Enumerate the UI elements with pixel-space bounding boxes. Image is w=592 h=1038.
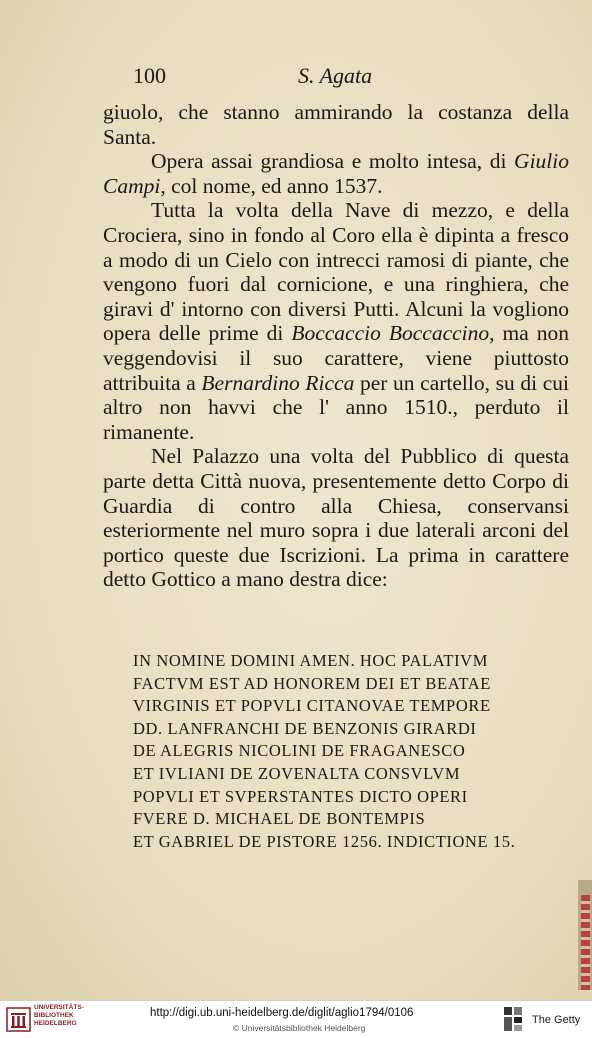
inscription-line: ET IVLIANI DE ZOVENALTA CONSVLVM [133, 763, 461, 783]
inscription-line: DD. LANFRANCHI DE BENZONIS GIRARDI [133, 718, 477, 738]
running-title: S. Agata [298, 63, 373, 88]
inscription-line: FACTVM EST AD HONOREM DEI ET BEATAE [133, 673, 491, 693]
paragraph-2-text-a: Opera assai grandiosa e molto intesa, di [151, 149, 515, 174]
paragraph-2 [103, 149, 569, 198]
getty-name: The Getty [532, 1014, 581, 1026]
inscription-line: FVERE D. MICHAEL DE BONTEMPIS [133, 809, 426, 829]
artist-name-giulio-campi: Giulio Campi [103, 149, 569, 198]
ub-heidelberg-logo-icon [6, 1007, 31, 1032]
library-name-line: HEIDELBERG [34, 1020, 77, 1027]
library-name-line: UNIVERSITÄTS- [34, 1004, 84, 1011]
paragraph-3-text-a: Tutta la volta della Nave di mezzo, e della Crociera, sino in fondo al Coro ella è dipinta a fresco a modo di un Cielo con intrecci ramosi di piante, che vengono fuori dal cornicione, e una ringhiera, che giravi d' intorno con diversi Putti. Alcuni la vogliono opera delle prime di [103, 198, 569, 346]
copyright-notice: © Universitätsbibliothek Heidelberg [233, 1023, 366, 1033]
getty-logo-icon [503, 1006, 523, 1032]
permalink-url[interactable]: http://digi.ub.uni-heidelberg.de/diglit/aglio1794/0106 [150, 1007, 414, 1019]
inscription-line: DE ALEGRIS NICOLINI DE FRAGANESCO [133, 741, 466, 761]
artist-name-ricca: Bernardino Ricca [201, 370, 355, 395]
paragraph-3-text-c: per un cartello, su di cui altro non havvi che l' anno 1510., perduto il rimanente. [103, 370, 569, 444]
inscription-line: ET GABRIEL DE PISTORE 1256. INDICTIONE 15. [133, 831, 516, 851]
body-text [103, 100, 569, 592]
page-number: 100 [133, 63, 166, 88]
paragraph-1: giuolo, che stanno ammirando la costanza della Santa. [103, 100, 569, 149]
page-edge-marking [581, 895, 590, 990]
paragraph-3 [103, 198, 569, 444]
paragraph-2-text-b: , col nome, ed anno 1537. [160, 173, 383, 198]
inscription-line: VIRGINIS ET POPVLI CITANOVAE TEMPORE [133, 696, 491, 716]
artist-name-boccaccino: Boccaccio Boccaccino [291, 321, 490, 346]
inscription-line: POPVLI ET SVPERSTANTES DICTO OPERI [133, 786, 468, 806]
inscription [133, 650, 573, 853]
running-head [0, 63, 592, 93]
footer-bar [0, 1000, 592, 1038]
library-name-line: BIBLIOTHEK [34, 1012, 74, 1019]
inscription-line: IN NOMINE DOMINI AMEN. HOC PALATIVM [133, 651, 488, 670]
paragraph-4: Nel Palazzo una volta del Pubblico di questa parte detta Città nuova, presentemente detto Corpo di Guardia di contro alla Chiesa, conservansi esteriormente nel muro sopra i due laterali arconi del portico queste due Iscrizioni. La prima in carattere detto Gottico a mano destra dice: [103, 444, 569, 592]
paragraph-3-text-b: , ma non veggendovisi il suo carattere, viene piuttosto attribuita a [103, 321, 569, 395]
library-name [34, 1004, 84, 1028]
